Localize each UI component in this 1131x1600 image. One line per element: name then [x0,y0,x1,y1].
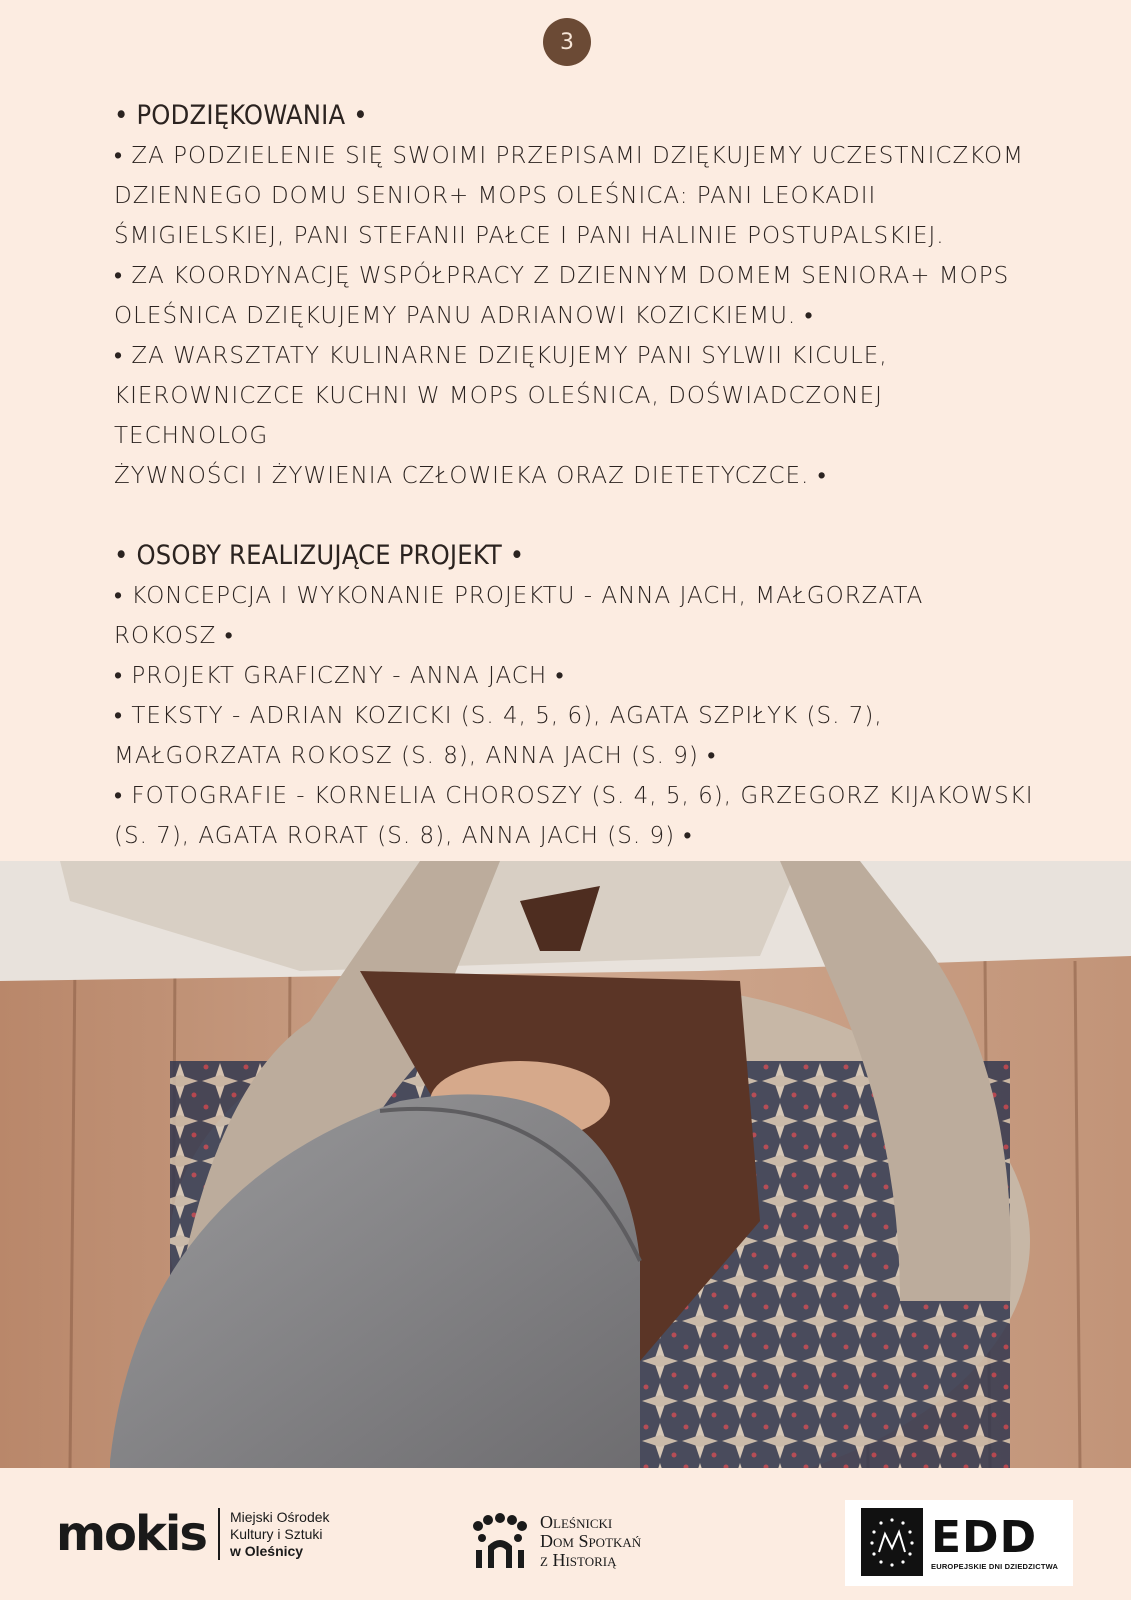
team-line: (S. 7), AGATA RORAT (S. 8), ANNA JACH (S. 9) • [114,823,693,849]
divider [218,1508,220,1560]
page-number-badge: 3 [543,18,591,66]
ods-logo [468,1512,641,1570]
edd-logo [845,1500,1073,1586]
mokis-logo [56,1506,330,1562]
ods-line: Dom Spotkań [540,1530,642,1551]
thanks-line: • ZA KOORDYNACJĘ WSPÓŁPRACY Z DZIENNYM DOMEM SENIORA+ MOPS [114,263,1010,289]
mokis-line: Kultury i Sztuki [229,1525,323,1542]
team-line: MAŁGORZATA ROKOSZ (S. 8), ANNA JACH (S. 9) • [114,743,717,769]
ods-line: Oleśnicki [540,1511,613,1532]
team-line: ROKOSZ • [114,623,234,649]
thanks-line: ŚMIGIELSKIEJ, PANI STEFANII PAŁCE I PANI HALINIE POSTUPALSKIEJ. [114,223,945,249]
thanks-line: ŻYWNOŚCI I ŻYWIENIA CZŁOWIEKA ORAZ DIETETYCZCE. • [114,463,827,489]
main-text [114,96,1034,856]
team-line: • FOTOGRAFIE - KORNELIA CHOROSZY (S. 4, 5, 6), GRZEGORZ KIJAKOWSKI [114,783,1034,809]
ods-name [540,1513,641,1570]
tree-icon [468,1512,532,1570]
thanks-line: • ZA PODZIELENIE SIĘ SWOIMI PRZEPISAMI DZIĘKUJEMY UCZESTNICZKOM [114,143,1024,169]
team-line: • TEKSTY - ADRIAN KOZICKI (S. 4, 5, 6), AGATA SZPIŁYK (S. 7), [114,703,883,729]
mokis-line: w Oleśnicy [229,1542,304,1559]
thanks-line: DZIENNEGO DOMU SENIOR+ MOPS OLEŚNICA: PANI LEOKADII [114,183,877,209]
team-line: • PROJEKT GRAFICZNY - ANNA JACH • [114,663,565,689]
edd-wordmark: EDD [931,1512,1038,1563]
mokis-line: Miejski Ośrodek [229,1508,330,1525]
ods-line: z Historią [540,1549,617,1570]
thanks-line: OLEŚNICA DZIĘKUJEMY PANU ADRIANOWI KOZICKIEMU. • [114,303,814,329]
team-line: • KONCEPCJA I WYKONANIE PROJEKTU - ANNA JACH, MAŁGORZATA [114,583,924,609]
mokis-name [230,1509,330,1560]
team-heading: • OSOBY REALIZUJĄCE PROJEKT • [114,540,525,571]
eu-stars-icon [861,1508,923,1576]
kneading-dough-photo [0,861,1131,1468]
mokis-wordmark: mokis [56,1506,206,1562]
edd-subtitle: EUROPEJSKIE DNI DZIEDZICTWA [931,1562,1059,1571]
thanks-line: KIEROWNICZCE KUCHNI W MOPS OLEŚNICA, DOŚWIADCZONEJ TECHNOLOG [114,383,883,449]
thanks-line: • ZA WARSZTATY KULINARNE DZIĘKUJEMY PANI SYLWII KICULE, [114,343,888,369]
thanks-heading: • PODZIĘKOWANIA • [114,100,368,131]
